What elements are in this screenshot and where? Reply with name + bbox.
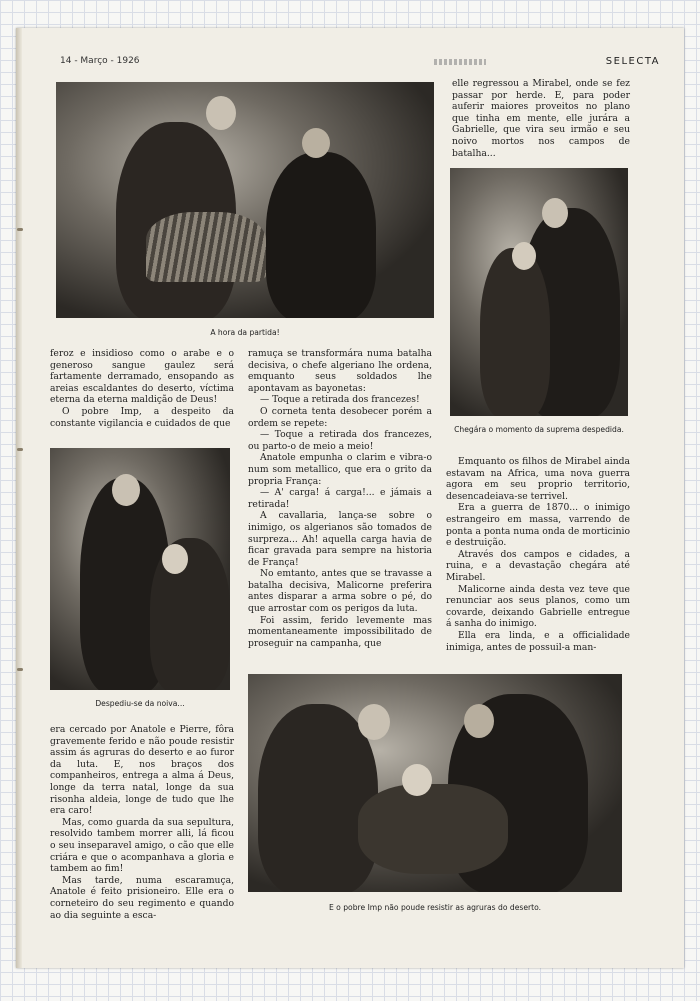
paragraph: Através dos campos e cidades, a ruina, e a devastação chegára até Mirabel.	[446, 548, 630, 583]
paragraph: — Toque a retirada dos francezes!	[260, 394, 420, 406]
paragraph: Foi assim, ferido levemente mas momentaneamente impossibilitado de proseguir na campanha, que	[248, 614, 432, 649]
binding-mark	[17, 668, 23, 671]
paragraph: A cavallaria, lança-se sobre o inimigo, os algerianos são tomados de surpreza... Ah! aquella carga havia de ficar gravada para sempre na historia de França!	[248, 510, 432, 568]
paragraph: Emquanto os filhos de Mirabel ainda estavam na Africa, uma nova guerra agora em seu proprio territorio, desencadeiava-se terrivel.	[446, 456, 630, 502]
caption-photo2: Chegára o momento da suprema despedida.	[454, 425, 624, 434]
text-column-d	[50, 724, 234, 921]
paragraph: Mas, como guarda da sua sepultura, resolvido tambem morrer alli, lá ficou o seu inseparavel amigo, o cão que elle criára e que o acompanhava a gloria e tambem ao fim!	[50, 816, 234, 875]
paragraph: No emtanto, antes que se travasse a batalha decisiva, Malicorne preferira antes disparar a arma sobre o pé, do que arrostar com os perigos da luta.	[248, 568, 432, 615]
magazine-title: SELECTA	[605, 56, 660, 67]
paragraph: — Toque a retirada dos francezes, ou parto-o de meio a meio!	[248, 429, 432, 452]
binding-mark	[17, 448, 23, 451]
photo-agruras-do-deserto	[248, 674, 622, 892]
paragraph: Era a guerra de 1870... o inimigo estrangeiro em massa, varrendo de ponta a ponta numa onda de morticinio e destruição.	[446, 502, 630, 549]
magazine-page	[16, 28, 684, 968]
text-top-right	[452, 78, 630, 159]
text-column-b	[248, 348, 432, 649]
page-edge	[16, 28, 22, 968]
paragraph: ramuça se transformára numa batalha decisiva, o chefe algeriano lhe ordena, emquanto seus soldados lhe apontavam as bayonetas:	[248, 348, 432, 394]
header-ornament	[434, 59, 486, 65]
text-column-a	[50, 348, 234, 429]
caption-photo1: A hora da partida!	[210, 328, 280, 337]
paragraph: Anatole empunha o clarim e vibra-o num som metallico, que era o grito da propria França:	[248, 452, 432, 487]
caption-photo3: Despediu-se da noiva...	[95, 699, 185, 708]
paragraph: Mas tarde, numa escaramuça, Anatole é feito prisioneiro. Elle era o corneteiro do seu regimento e quando ao dia seguinte a esca-	[50, 874, 234, 921]
caption-photo4: E o pobre Imp não poude resistir as agruras do deserto.	[328, 903, 542, 912]
photo-suprema-despedida	[450, 168, 628, 416]
text-column-c	[446, 456, 630, 653]
binding-mark	[17, 228, 23, 231]
paragraph: O pobre Imp, a despeito da constante vigilancia e cuidados de que	[50, 405, 234, 429]
paragraph: elle regressou a Mirabel, onde se fez passar por herde. E, para poder auferir maiores proveitos no plano que tinha em mente, elle jurára a Gabrielle, que vira seu irmão e seu noivo mortos nos campos de batalha...	[452, 78, 630, 159]
issue-date: 14 - Março - 1926	[60, 56, 140, 66]
paragraph: feroz e insidioso como o arabe e o generoso sangue gaulez será fartamente derramado, ensopando as areias escaldantes do deserto, víctima eterna da eterna maldição de Deus!	[50, 348, 234, 406]
paragraph: O corneta tenta desobecer porém a ordem se repete:	[248, 405, 432, 429]
paragraph: Ella era linda, e a officialidade inimiga, antes de possuil-a man-	[446, 629, 630, 653]
paragraph: era cercado por Anatole e Pierre, fôra gravemente ferido e não poude resistir assim ás agruras do deserto e ao furor da luta. E, nos braços dos companheiros, entrega a alma á Deus, longe da terra natal, longe da sua risonha aldeia, longe de tudo que lhe era caro!	[50, 724, 234, 817]
paragraph: Malicorne ainda desta vez teve que renunciar aos seus planos, como um covarde, deixando Gabrielle entregue á sanha do inimigo.	[446, 583, 630, 630]
paragraph: — A' carga! á carga!... e jámais a retirada!	[248, 487, 432, 510]
photo-despediu-se-da-noiva	[50, 448, 230, 690]
photo-hora-da-partida	[56, 82, 434, 318]
